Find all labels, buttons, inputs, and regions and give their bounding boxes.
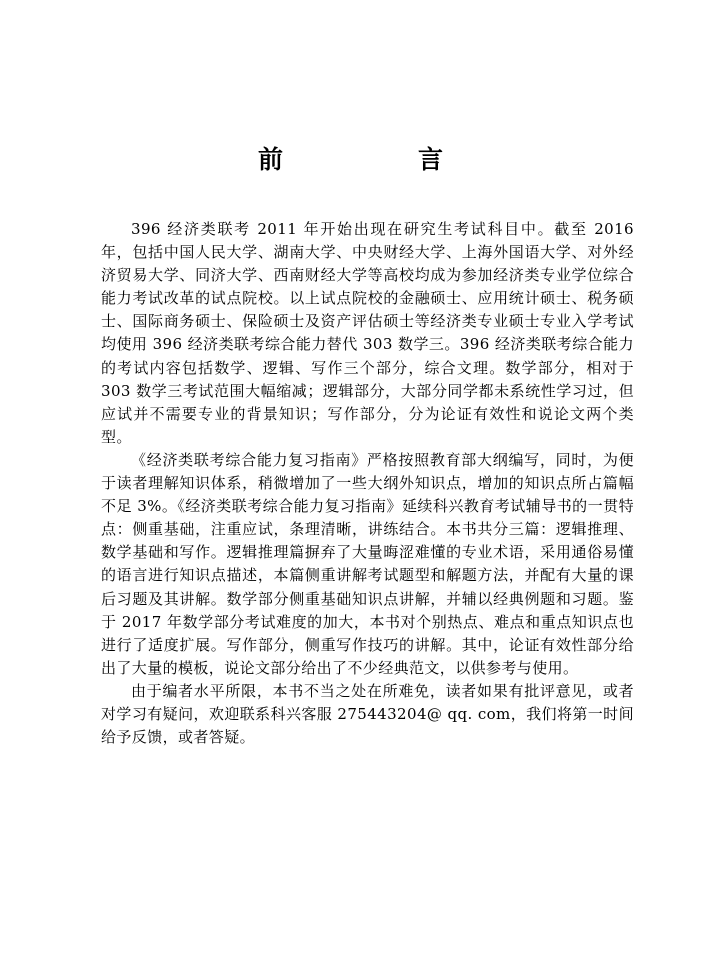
preface-paragraph-3: 由于编者水平所限，本书不当之处在所难免，读者如果有批评意见，或者对学习有疑问，欢迎联系科兴客服 275443204@ qq. com，我们将第一时间给予反馈，或者答疑。 — [101, 681, 634, 747]
preface-paragraph-2: 《经济类联考综合能力复习指南》严格按照教育部大纲编写，同时，为便于读者理解知识体系，稍微增加了一些大纲外知识点，增加的知识点所占篇幅不足 3%。《经济类联考综合能力复习指南》延续科兴教育考试辅导书的一贯特点：侧重基础，注重应试，条理清晰，讲练结合。本书共分三篇：逻辑推理、数学基础和写作。逻辑推理篇摒弃了大量晦涩难懂的专业术语，采用通俗易懂的语言进行知识点描述，本篇侧重讲解考试题型和解题方法，并配有大量的课后习题及其讲解。数学部分侧重基础知识点讲解，并辅以经典例题和习题。鉴于 2017 年数学部分考试难度的加大，本书对个别热点、难点和重点知识点也进行了适度扩展。写作部分，侧重写作技巧的讲解。其中，论证有效性部分给出了大量的模板，说论文部分给出了不少经典范文，以供参考与使用。 — [101, 450, 634, 677]
preface-body — [101, 218, 634, 749]
preface-paragraph-1: 396 经济类联考 2011 年开始出现在研究生考试科目中。截至 2016 年，包括中国人民大学、湖南大学、中央财经大学、上海外国语大学、对外经济贸易大学、同济大学、西南财经大学等高校均成为参加经济类专业学位综合能力考试改革的试点院校。以上试点院校的金融硕士、应用统计硕士、税务硕士、国际商务硕士、保险硕士及资产评估硕士等经济类专业硕士专业入学考试均使用 396 经济类联考综合能力替代 303 数学三。396 经济类联考综合能力的考试内容包括数学、逻辑、写作三个部分，综合文理。数学部分，相对于 303 数学三考试范围大幅缩减；逻辑部分，大部分同学都未系统性学习过，但应试并不需要专业的背景知识；写作部分，分为论证有效性和说论文两个类型。 — [101, 220, 634, 446]
preface-title: 前 言 — [257, 145, 498, 174]
